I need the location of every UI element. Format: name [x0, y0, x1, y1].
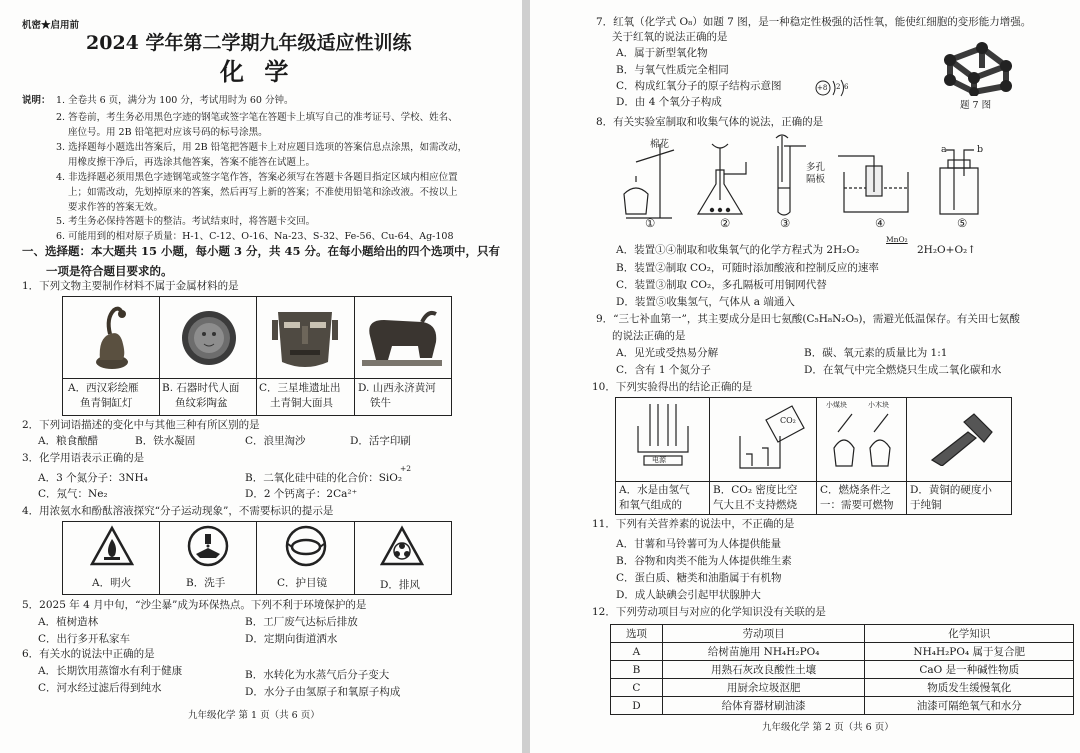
apparatus-2-label: ② [720, 216, 731, 230]
q1-option-b: 鱼纹彩陶盆 [175, 397, 228, 409]
q10-option-d: 于纯铜 [910, 499, 942, 511]
q5-option-c: C．出行多开私家车 [38, 633, 131, 645]
note-line: 用橡皮擦干净后，再选涂其他答案，答案不能答在试题上。 [68, 157, 316, 168]
q10-option-c: 一：需要可燃物 [820, 499, 894, 511]
iron-ox-icon [362, 306, 442, 370]
note-line: 上；如需改动，先划掉原来的答案，然后再写上新的答案；不准使用铅笔和涂改液。不按以上 [68, 187, 458, 198]
q3-option-a: A．3 个氮分子：3NH₄ [38, 472, 148, 484]
pottery-basin-icon [180, 302, 238, 374]
q10-option-d: D．黄铜的硬度小 [910, 484, 992, 496]
q8-option-c: C．装置③制取 CO₂，多孔隔板可用铜网代替 [616, 279, 827, 291]
atom-shell-2-label: 6 [844, 83, 849, 91]
q3-option-c: C．氖气：Ne₂ [38, 488, 108, 500]
table-header: 化学知识 [865, 625, 1074, 643]
apparatus-5-label: ⑤ [957, 216, 968, 230]
note-line: 座位号。用 2B 铅笔把对应该号码的标号涂黑。 [68, 127, 268, 138]
label-co2: CO₂ [780, 416, 796, 425]
q1-option-d: 铁牛 [370, 397, 391, 409]
table-cell: 用熟石灰改良酸性土壤 [662, 661, 865, 679]
note-line: 2. 答卷前，考生务必用黑色字迹的钢笔或签字笔在答题卡上填写自己的准考证号、学校、姓名、 [56, 112, 458, 123]
q6-option-c: C．河水经过滤后得到纯水 [38, 682, 162, 694]
note-line: 6. 可能用到的相对原子质量：H-1、C-12、O-16、Na-23、S-32、Fe-56、Cu-64、Ag-108 [56, 231, 454, 242]
bronze-mask-icon [272, 300, 338, 374]
q11-option-b: B．谷物和肉类不能为人体提供维生素 [616, 555, 792, 567]
q9-option-a: A．见光或受热易分解 [616, 347, 719, 359]
q1-option-a: 鱼青铜缸灯 [80, 397, 133, 409]
q5-option-d: D．定期向街道洒水 [245, 633, 338, 645]
exam-page-2 [530, 0, 1080, 753]
label-power-source: 电源 [652, 456, 666, 464]
question-11-stem: 11．下列有关营养素的说法中，不正确的是 [592, 518, 795, 530]
goggles-icon [284, 524, 328, 568]
table-row [611, 697, 1074, 715]
q7-option-b: B．与氧气性质完全相同 [616, 64, 729, 76]
q6-option-d: D．水分子由氢原子和氧原子构成 [245, 686, 401, 698]
q2-option-a: A．粮食酿醋 [38, 435, 99, 447]
label-port-a: a [941, 144, 947, 155]
question-9-stem: 9．“三七补血第一”，其主要成分是田七氨酸(C₅H₈N₂O₅)，需避光低温保存。有关田七氨酸 [596, 313, 1020, 325]
q1-option-d: D. 山西永济黄河 [358, 382, 436, 394]
table-cell: B [611, 661, 663, 679]
q1-option-a: A．西汉彩绘雁 [68, 382, 139, 394]
open-flame-icon [90, 525, 134, 567]
q9-option-d: D．在氧气中完全燃烧只生成二氧化碳和水 [804, 364, 1002, 376]
label-small-coal: 小煤块 [826, 401, 847, 409]
apparatus-1-label: ① [645, 216, 656, 230]
atom-shell-1-label: 2 [836, 83, 841, 91]
question-9-stem: 的说法正确的是 [612, 330, 686, 342]
question-4-stem: 4．用浓氨水和酚酞溶液探究“分子运动现象”，不需要标识的提示是 [22, 505, 334, 517]
table-row [611, 661, 1074, 679]
co2-pouring-icon [722, 402, 806, 472]
confidential-mark: 机密★启用前 [22, 20, 80, 31]
combustion-test-icon [826, 402, 898, 472]
question-8-stem: 8．有关实验室制取和收集气体的说法，正确的是 [596, 116, 824, 128]
q4-option-a: A．明火 [92, 577, 132, 589]
table-cell: 给体育器材刷油漆 [662, 697, 865, 715]
brass-scratch-icon [928, 412, 998, 466]
q12-table [610, 624, 1074, 715]
q7-option-d: D．由 4 个氧分子构成 [616, 96, 722, 108]
q5-option-b: B．工厂废气达标后排放 [245, 616, 358, 628]
q7-option-c: C．构成红氧分子的原子结构示意图 [616, 80, 782, 92]
q6-option-b: B．水转化为水蒸气后分子变大 [245, 669, 390, 681]
q9-option-c: C．含有 1 个氮分子 [616, 364, 711, 376]
q2-option-d: D．活字印刷 [350, 435, 411, 447]
note-line: 3. 选择题每小题选出答案后，用 2B 铅笔把答题卡上对应题目选项的答案信息点涂黑，如需改动， [56, 142, 468, 153]
q8-catalyst: MnO₂ [886, 235, 908, 244]
table-cell: 用厨余垃圾沤肥 [662, 679, 865, 697]
q6-option-a: A．长期饮用蒸馏水有利于健康 [38, 665, 183, 677]
red-oxygen-molecule-icon [936, 36, 1020, 96]
q7-figure-caption: 题 7 图 [960, 100, 992, 111]
q10-option-b: B．CO₂ 密度比空 [713, 484, 798, 496]
atom-nucleus-label: +8 [817, 84, 828, 92]
table-header-row [611, 625, 1074, 643]
q11-option-c: C．蛋白质、糖类和油脂属于有机物 [616, 572, 782, 584]
label-small-wood: 小木块 [868, 401, 889, 409]
q1-option-c: 土青铜大面具 [270, 397, 333, 409]
table-row [611, 679, 1074, 697]
q10-option-c: C．燃烧条件之 [820, 484, 892, 496]
q3-option-b: B．二氧化硅中硅的化合价：SiO₂ [245, 472, 403, 484]
q10-option-a: 和氧气组成的 [619, 499, 682, 511]
q1-option-b: B. 石器时代人面 [162, 382, 240, 394]
section-heading: 一、选择题：本大题共 15 小题，每小题 3 分，共 45 分。在每小题给出的四个选项中，只有 [22, 244, 501, 258]
note-line: 4. 非选择题必须用黑色字迹钢笔或签字笔作答，答案必须写在答题卡各题目指定区域内相应位置 [56, 172, 458, 183]
gas-apparatus-diagram [616, 132, 986, 222]
subject-title: 化 学 [220, 57, 295, 86]
q8-option-a: A．装置①④制取和收集氧气的化学方程式为 2H₂O₂ [616, 244, 860, 256]
label-port-b: b [977, 144, 984, 155]
table-cell: 给树苗施用 NH₄H₂PO₄ [662, 643, 865, 661]
q11-option-a: A．甘薯和马铃薯可为人体提供能量 [616, 538, 782, 550]
question-10-stem: 10．下列实验得出的结论正确的是 [592, 381, 753, 393]
q3-valence-mark: +2 [400, 464, 412, 473]
label-cotton: 棉花 [650, 139, 670, 150]
table-cell: CaO 是一种碱性物质 [865, 661, 1074, 679]
apparatus-4-label: ④ [875, 216, 886, 230]
q4-option-c: C．护目镜 [277, 577, 328, 589]
q9-option-b: B．碳、氧元素的质量比为 1:1 [804, 347, 948, 359]
apparatus-3-label: ③ [780, 216, 791, 230]
exam-title: 2024 学年第二学期九年级适应性训练 [86, 32, 412, 54]
label-porous-plate: 隔板 [806, 174, 826, 185]
table-row [611, 643, 1074, 661]
exhaust-fan-icon [380, 525, 424, 567]
goose-lamp-icon [90, 300, 135, 374]
label-porous-plate: 多孔 [806, 162, 826, 173]
page-footer: 九年级化学 第 2 页（共 6 页） [762, 722, 894, 733]
table-cell: A [611, 643, 663, 661]
q4-option-b: B．洗手 [186, 577, 226, 589]
question-12-stem: 12．下列劳动项目与对应的化学知识没有关联的是 [592, 606, 826, 618]
q10-option-b: 气大且不支持燃烧 [713, 499, 797, 511]
q4-option-d: D．排风 [380, 579, 420, 591]
table-header: 劳动项目 [662, 625, 865, 643]
notes-label: 说明： [22, 95, 51, 106]
q2-option-b: B．铁水凝固 [135, 435, 196, 447]
note-line: 要求作答的答案无效。 [68, 202, 164, 213]
note-line: 1. 全卷共 6 页，满分为 100 分，考试用时为 60 分钟。 [56, 95, 294, 106]
question-5-stem: 5．2025 年 4 月中旬，“沙尘暴”成为环保热点。下列不利于环境保护的是 [22, 599, 367, 611]
exam-page-1 [0, 0, 522, 753]
question-2-stem: 2．下列词语描述的变化中与其他三种有所区别的是 [22, 419, 260, 431]
q3-option-d: D．2 个钙离子：2Ca²⁺ [245, 488, 358, 500]
table-cell: 物质发生缓慢氧化 [865, 679, 1074, 697]
table-cell: NH₄H₂PO₄ 属于复合肥 [865, 643, 1074, 661]
table-cell: C [611, 679, 663, 697]
note-line: 5. 考生务必保持答题卡的整洁。考试结束时，将答题卡交回。 [56, 216, 316, 227]
q10-option-a: A．水是由氢气 [619, 484, 690, 496]
q5-option-a: A．植树造林 [38, 616, 99, 628]
table-cell: 油漆可隔绝氧气和水分 [865, 697, 1074, 715]
question-6-stem: 6．有关水的说法中正确的是 [22, 648, 155, 660]
q1-option-c: C．三星堆遗址出 [259, 382, 341, 394]
table-header: 选项 [611, 625, 663, 643]
question-3-stem: 3．化学用语表示正确的是 [22, 452, 145, 464]
question-7-stem: 关于红氧的说法正确的是 [612, 31, 728, 43]
table-cell: D [611, 697, 663, 715]
question-7-stem: 7．红氧（化学式 O₈）如题 7 图，是一种稳定性极强的活性氧，能使红细胞的变形能力增强。 [596, 16, 1032, 28]
q8-option-d: D．装置⑤收集氢气，气体从 a 端通入 [616, 296, 795, 308]
q7-option-a: A．属于新型氧化物 [616, 47, 708, 59]
page-footer: 九年级化学 第 1 页（共 6 页） [188, 710, 320, 721]
q8-option-a-product: 2H₂O+O₂↑ [917, 244, 977, 256]
q11-option-d: D．成人缺碘会引起甲状腺肿大 [616, 589, 761, 601]
q2-option-c: C．浪里淘沙 [245, 435, 306, 447]
q8-option-b: B．装置②制取 CO₂，可随时添加酸液和控制反应的速率 [616, 262, 879, 274]
hand-wash-icon [186, 524, 230, 568]
question-1-stem: 1．下列文物主要制作材料不属于金属材料的是 [22, 280, 239, 292]
section-heading: 一项是符合题目要求的。 [46, 264, 173, 278]
page-gutter [522, 0, 530, 753]
